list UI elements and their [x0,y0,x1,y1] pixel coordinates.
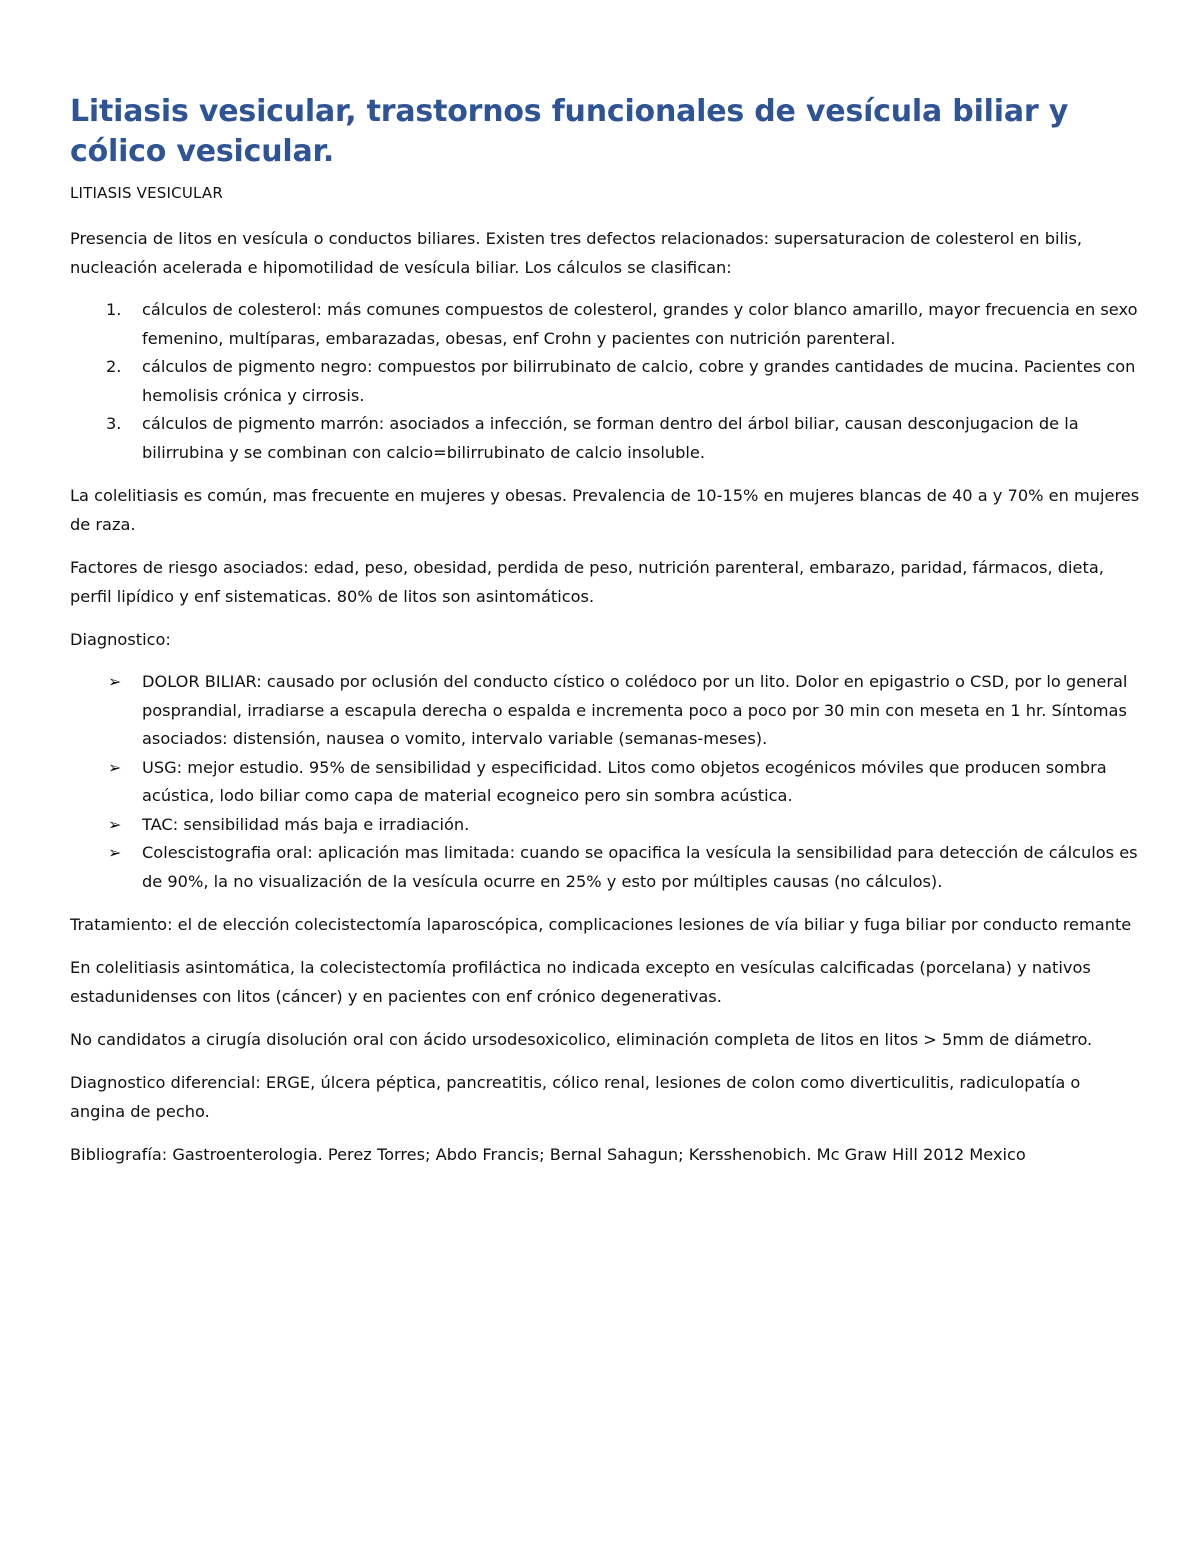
list-item [70,296,1140,353]
list-item-text: cálculos de colesterol: más comunes compuestos de colesterol, grandes y color blanco amarillo, mayor frecuencia en sexo femenino, multíparas, embarazadas, obesas, enf Crohn y pacientes con nutrición parenteral. [142,300,1138,348]
classification-list [70,296,1140,467]
diagnostic-heading: Diagnostico: [70,630,171,649]
prevalence-paragraph: La colelitiasis es común, mas frecuente en mujeres y obesas. Prevalencia de 10-15% en mujeres blancas de 40 a y 70% en mujeres de raza. [70,486,1140,534]
diagnostic-list [70,668,1140,896]
non-candidates-paragraph: No candidatos a cirugía disolución oral con ácido ursodesoxicolico, eliminación completa de litos en litos > 5mm de diámetro. [70,1030,1093,1049]
list-number: 3. [106,414,122,433]
asymptomatic-paragraph: En colelitiasis asintomática, la colecistectomía profiláctica no indicada excepto en vesículas calcificadas (porcelana) y nativos estadunidenses con litos (cáncer) y en pacientes con enf crónico degenerativas. [70,958,1091,1006]
list-item-text: TAC: sensibilidad más baja e irradiación. [142,814,470,834]
treatment-paragraph: Tratamiento: el de elección colecistectomía laparoscópica, complicaciones lesiones de vía biliar y fuga biliar por conducto remante [70,915,1132,934]
risk-factors-paragraph: Factores de riesgo asociados: edad, peso, obesidad, perdida de peso, nutrición parenteral, embarazo, paridad, fármacos, dieta, perfil lipídico y enf sistematicas. 80% de litos son asintomáticos. [70,558,1104,606]
list-item-text: cálculos de pigmento marrón: asociados a infección, se forman dentro del árbol biliar, causan desconjugacion de la bilirrubina y se combinan con calcio=bilirrubinato de calcio insoluble. [142,414,1079,462]
bibliography-paragraph: Bibliografía: Gastroenterologia. Perez Torres; Abdo Francis; Bernal Sahagun; Kersshenobich. Mc Graw Hill 2012 Mexico [70,1145,1026,1164]
list-item [70,754,1140,811]
arrow-bullet-icon: ➢ [108,843,122,862]
intro-paragraph: Presencia de litos en vesícula o conductos biliares. Existen tres defectos relacionados: supersaturacion de colesterol en bilis, nucleación acelerada e hipomotilidad de vesícula biliar. Los cálculos se clasifican: [70,229,1083,277]
list-item-text: USG: mejor estudio. 95% de sensibilidad y especificidad. Litos como objetos ecogénicos móviles que producen sombra acústica, lodo biliar como capa de material ecogneico pero sin sombra acústica. [142,757,1107,805]
list-item [70,668,1140,754]
list-item-text: Colescistografia oral: aplicación mas limitada: cuando se opacifica la vesícula la sensibilidad para detección de cálculos es de 90%, la no visualización de la vesícula ocurre en 25% y esto por múltiples causas (no cálculos). [142,843,1138,891]
arrow-bullet-icon: ➢ [108,672,122,691]
list-number: 1. [106,300,122,319]
list-item-text: DOLOR BILIAR: causado por oclusión del conducto cístico o colédoco por un lito. Dolor en epigastrio o CSD, por lo general posprandial, irradiarse a escapula derecha o espalda e incrementa poco a poco por 30 min con meseta en 1 hr. Síntomas asociados: distensión, nausea o vomito, intervalo variable (semanas-meses). [142,672,1128,748]
list-item [70,410,1140,467]
arrow-bullet-icon: ➢ [108,814,122,834]
list-item [70,811,1140,840]
list-item [70,839,1140,896]
list-item [70,353,1140,410]
arrow-bullet-icon: ➢ [108,757,122,777]
section-heading: LITIASIS VESICULAR [70,184,223,202]
document-title: Litiasis vesicular, trastornos funcionales de vesícula biliar y cólico vesicular. [70,94,1069,169]
list-item-text: cálculos de pigmento negro: compuestos por bilirrubinato de calcio, cobre y grandes cantidades de mucina. Pacientes con hemolisis crónica y cirrosis. [142,357,1136,405]
differential-paragraph: Diagnostico diferencial: ERGE, úlcera péptica, pancreatitis, cólico renal, lesiones de colon como diverticulitis, radiculopatía o angina de pecho. [70,1073,1081,1121]
list-number: 2. [106,357,122,376]
document-page [70,92,1140,1183]
